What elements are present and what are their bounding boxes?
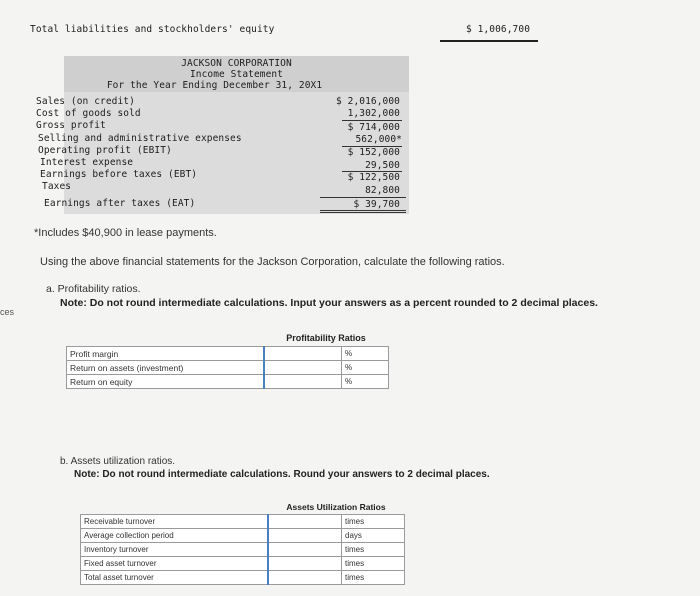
- statement-period: For the Year Ending December 31, 20X1: [106, 80, 323, 91]
- row-label-taxes: Taxes: [42, 181, 72, 192]
- inventory-turnover-input[interactable]: [268, 543, 342, 557]
- underline: [320, 197, 406, 198]
- table-row: [67, 347, 389, 361]
- receivable-turnover-input[interactable]: [268, 515, 342, 529]
- part-b-title: b. Assets utilization ratios.: [60, 456, 176, 467]
- row-value-taxes: 82,800: [365, 185, 400, 196]
- underline: [320, 212, 406, 213]
- statement-title: Income Statement: [189, 69, 284, 80]
- unit-label: %: [342, 361, 389, 375]
- row-label-cogs: Cost of goods sold: [36, 108, 141, 119]
- receivable-turnover-label: Receivable turnover: [81, 515, 269, 529]
- row-label-sga: Selling and administrative expenses: [38, 133, 242, 144]
- row-label-eat: Earnings after taxes (EAT): [44, 198, 196, 209]
- table-row: [81, 529, 405, 543]
- row-value-sales: $ 2,016,000: [335, 96, 400, 107]
- row-label-gross-profit: Gross profit: [36, 120, 106, 131]
- part-b-note: Note: Do not round intermediate calculations. Round your answers to 2 decimal places.: [74, 469, 490, 480]
- instruction: Using the above financial statements for the Jackson Corporation, calculate the following ratios.: [40, 256, 505, 268]
- unit-label: %: [342, 375, 389, 389]
- row-value-interest: 29,500: [365, 160, 400, 171]
- row-label-sales: Sales (on credit): [36, 96, 135, 107]
- table-row: [81, 515, 405, 529]
- assets-utilization-table: [80, 514, 405, 585]
- row-value-ebt: $ 122,500: [347, 172, 400, 183]
- table-row: [81, 543, 405, 557]
- row-value-eat: $ 39,700: [353, 199, 400, 210]
- total-liabilities-amount: $ 1,006,700: [466, 24, 531, 35]
- income-statement-rows: [0, 0, 700, 230]
- profitability-ratios-table: [66, 346, 389, 389]
- profit-margin-label: Profit margin: [67, 347, 265, 361]
- profit-margin-input[interactable]: [264, 347, 342, 361]
- row-value-gross-profit: $ 714,000: [347, 122, 400, 133]
- fixed-asset-turnover-input[interactable]: [268, 557, 342, 571]
- inventory-turnover-label: Inventory turnover: [81, 543, 269, 557]
- unit-label: %: [342, 347, 389, 361]
- row-value-cogs: 1,302,000: [347, 108, 400, 119]
- sidebar-fragment: ces: [0, 307, 15, 317]
- total-asset-turnover-input[interactable]: [268, 571, 342, 585]
- unit-label: times: [342, 557, 405, 571]
- return-on-equity-input[interactable]: [264, 375, 342, 389]
- unit-label: times: [342, 543, 405, 557]
- table-row: [67, 375, 389, 389]
- unit-label: times: [342, 515, 405, 529]
- underline: [320, 210, 406, 211]
- table-row: [81, 571, 405, 585]
- footnote: *Includes $40,900 in lease payments.: [34, 227, 217, 239]
- return-on-assets-label: Return on assets (investment): [67, 361, 265, 375]
- average-collection-period-input[interactable]: [268, 529, 342, 543]
- total-liabilities-label: Total liabilities and stockholders' equity: [30, 24, 275, 35]
- average-collection-period-label: Average collection period: [81, 529, 269, 543]
- profitability-table-title: Profitability Ratios: [286, 333, 366, 343]
- return-on-assets-input[interactable]: [264, 361, 342, 375]
- row-value-sga: 562,000*: [355, 134, 402, 145]
- table-row: [81, 557, 405, 571]
- total-asset-turnover-label: Total asset turnover: [81, 571, 269, 585]
- table-row: [67, 361, 389, 375]
- assets-utilization-table-title: Assets Utilization Ratios: [286, 502, 386, 512]
- row-value-ebit: $ 152,000: [347, 147, 400, 158]
- fixed-asset-turnover-label: Fixed asset turnover: [81, 557, 269, 571]
- row-label-interest: Interest expense: [40, 157, 134, 168]
- unit-label: times: [342, 571, 405, 585]
- part-a-title: a. Profitability ratios.: [46, 283, 141, 295]
- row-label-ebt: Earnings before taxes (EBT): [40, 169, 198, 180]
- row-label-ebit: Operating profit (EBIT): [38, 145, 172, 156]
- unit-label: days: [342, 529, 405, 543]
- return-on-equity-label: Return on equity: [67, 375, 265, 389]
- underline: [342, 120, 402, 121]
- part-a-note: Note: Do not round intermediate calculations. Input your answers as a percent rounded to 2 decimal places.: [60, 297, 598, 309]
- company-name: JACKSON CORPORATION: [181, 58, 292, 69]
